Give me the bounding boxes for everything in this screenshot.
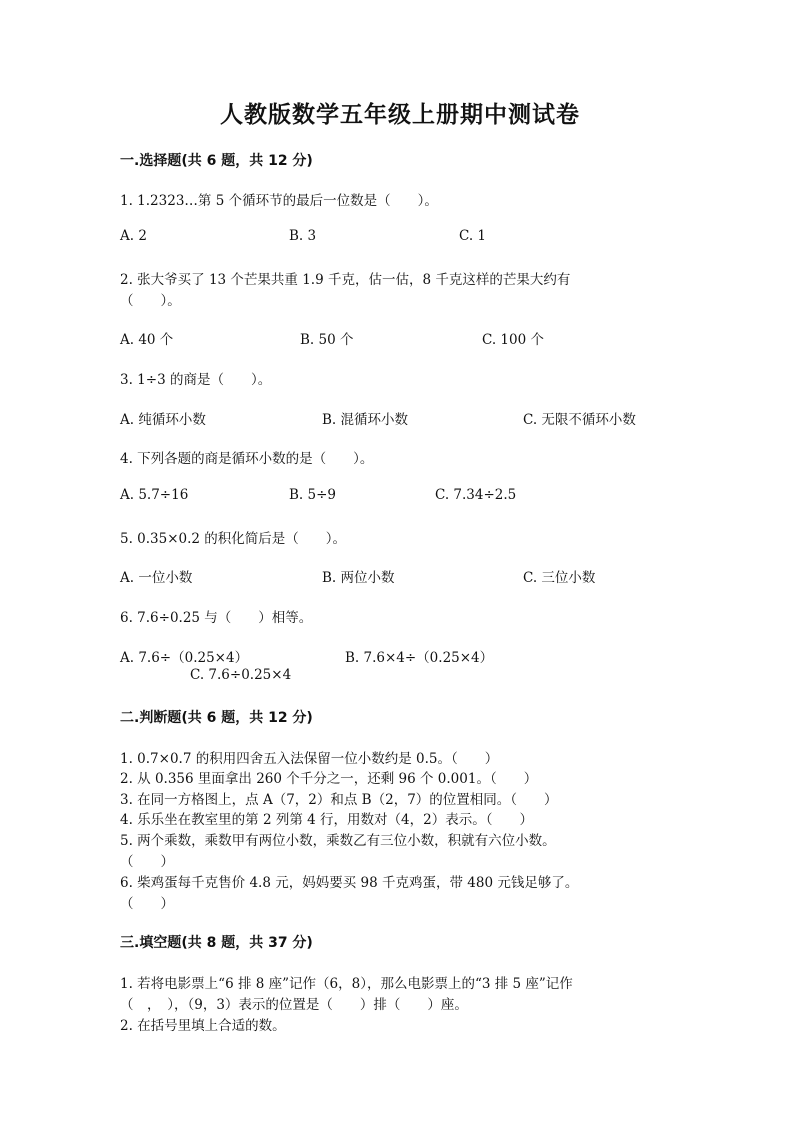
option-c: C. 三位小数 <box>523 570 596 586</box>
question-text: 1. 1.2323…第 5 个循环节的最后一位数是（ ）。 <box>120 193 438 209</box>
page-title: 人教版数学五年级上册期中测试卷 <box>220 102 580 128</box>
option-a: A. 纯循环小数 <box>120 412 206 428</box>
option-c: C. 无限不循环小数 <box>523 412 636 428</box>
question-text: 6. 7.6÷0.25 与（ ）相等。 <box>120 610 313 626</box>
option-b: B. 50 个 <box>300 332 354 348</box>
question-text: 2. 张大爷买了 13 个芒果共重 1.9 千克，估一估，8 千克这样的芒果大约有 <box>120 272 571 288</box>
option-c: C. 7.6÷0.25×4 <box>190 667 292 683</box>
option-b: B. 3 <box>289 228 317 244</box>
section-heading-judge: 二.判断题(共 6 题，共 12 分) <box>120 710 313 726</box>
question-text-continued: （ ）。 <box>120 293 181 309</box>
option-c: C. 7.34÷2.5 <box>435 487 517 503</box>
judge-line: 5. 两个乘数，乘数甲有两位小数，乘数乙有三位小数，积就有六位小数。 <box>120 833 556 849</box>
fill-line: 2. 在括号里填上合适的数。 <box>120 1018 286 1034</box>
question-text: 5. 0.35×0.2 的积化简后是（ ）。 <box>120 531 347 547</box>
question-text: 4. 下列各题的商是循环小数的是（ ）。 <box>120 451 374 467</box>
option-a: A. 7.6÷（0.25×4） <box>120 650 249 666</box>
question-text: 3. 1÷3 的商是（ ）。 <box>120 372 272 388</box>
option-b: B. 7.6×4÷（0.25×4） <box>345 650 494 666</box>
judge-line: 4. 乐乐坐在教室里的第 2 列第 4 行，用数对（4，2）表示。（ ） <box>120 812 533 828</box>
judge-line: 1. 0.7×0.7 的积用四舍五入法保留一位小数约是 0.5。（ ） <box>120 751 499 767</box>
judge-line: 2. 从 0.356 里面拿出 260 个千分之一，还剩 96 个 0.001。（ ） <box>120 771 538 787</box>
judge-line: 6. 柴鸡蛋每千克售价 4.8 元，妈妈要买 98 千克鸡蛋，带 480 元钱足够了。 <box>120 875 579 891</box>
option-a: A. 5.7÷16 <box>120 487 189 503</box>
judge-line: （ ） <box>120 896 174 912</box>
option-b: B. 5÷9 <box>289 487 336 503</box>
option-a: A. 40 个 <box>120 332 174 348</box>
judge-line: 3. 在同一方格图上，点 A（7，2）和点 B（2，7）的位置相同。（ ） <box>120 792 558 808</box>
option-b: B. 两位小数 <box>322 570 395 586</box>
option-b: B. 混循环小数 <box>322 412 409 428</box>
option-c: C. 1 <box>459 228 487 244</box>
section-heading-fill: 三.填空题(共 8 题，共 37 分) <box>120 935 313 951</box>
option-c: C. 100 个 <box>482 332 544 348</box>
judge-line: （ ） <box>120 854 174 870</box>
section-heading-choice: 一.选择题(共 6 题，共 12 分) <box>120 153 313 169</box>
fill-line: 1. 若将电影票上“6 排 8 座”记作（6，8），那么电影票上的“3 排 5 座”记作 <box>120 976 573 992</box>
option-a: A. 2 <box>120 228 147 244</box>
option-a: A. 一位小数 <box>120 570 193 586</box>
fill-line: （ ， ），（9，3）表示的位置是（ ）排（ ）座。 <box>120 997 468 1013</box>
